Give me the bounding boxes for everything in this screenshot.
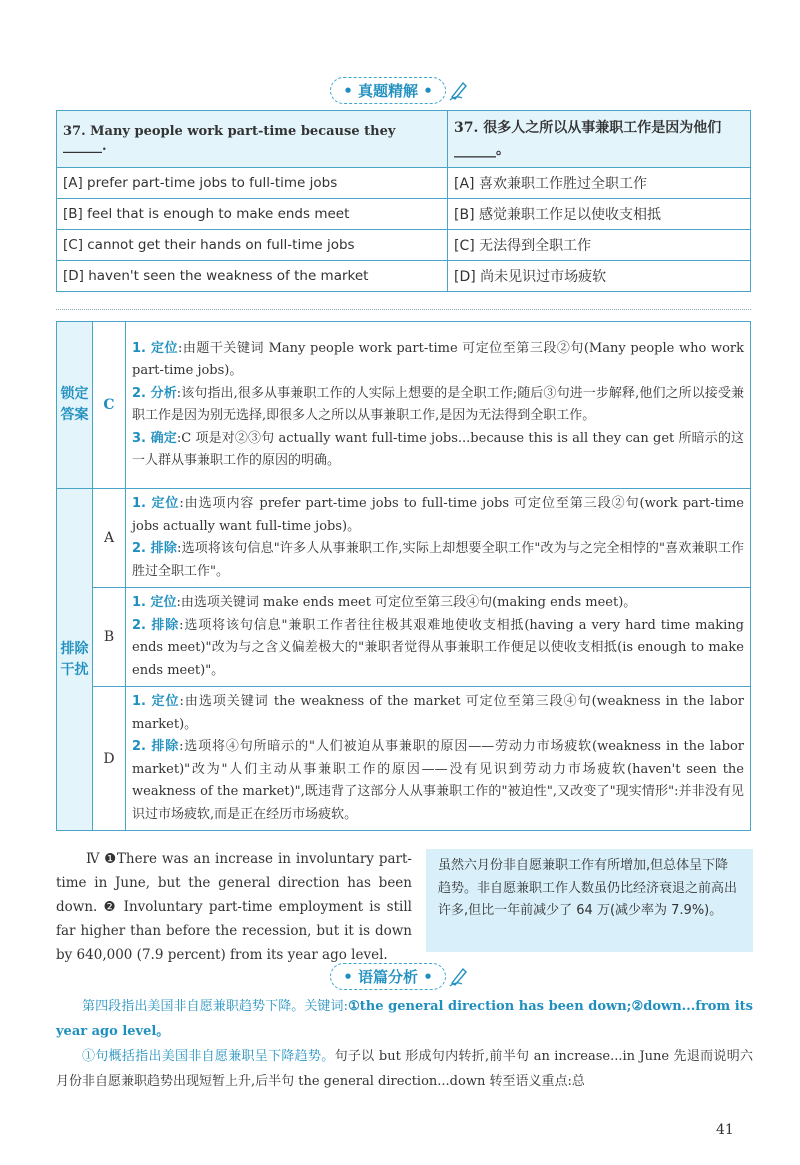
page-number: 41 bbox=[716, 1122, 734, 1138]
paragraph-numeral: Ⅳ bbox=[86, 851, 101, 867]
option-zh: [A] 喜欢兼职工作胜过全职工作 bbox=[448, 168, 751, 199]
point-tag: 2. 排除 bbox=[132, 541, 178, 556]
point-tag: 1. 定位 bbox=[132, 340, 179, 356]
point-tag: 1. 定位 bbox=[132, 595, 177, 610]
sentence-2: Involuntary part-time employment is still far higher than before the recession, but it is down by 640,000 (7.9 percent) from its year ago level. bbox=[56, 899, 412, 963]
question-row bbox=[57, 111, 751, 168]
discourse-keywords: ①the general direction has been down;②down...from its year ago level。 bbox=[56, 999, 753, 1039]
option-row-a bbox=[57, 168, 751, 199]
lock-answer-row bbox=[57, 322, 751, 489]
section-title-label: • 真题精解 • bbox=[330, 77, 446, 104]
sentence-1: There was an increase in involuntary part-time in June, but the general direction has been down. bbox=[56, 851, 412, 915]
point-text: :选项将该句信息"许多人从事兼职工作,实际上却想要全职工作"改为与之完全相悖的"喜欢兼职工作胜过全职工作"。 bbox=[132, 541, 744, 579]
section-title-label: • 语篇分析 • bbox=[330, 963, 446, 990]
discourse-detail: 句子以 but 形成句内转折,前半句 an increase...in June 先退而说明六月份非自愿兼职趋势出现短暂上升,后半句 the general direction...down 转至语义重点:总 bbox=[56, 1049, 753, 1089]
paragraph-four bbox=[56, 847, 412, 967]
distractor-letter: B bbox=[93, 588, 126, 687]
option-row-d bbox=[57, 261, 751, 292]
dotted-divider bbox=[56, 309, 751, 310]
point-text: :由选项关键词 the weakness of the market 可定位至第三段④句(weakness in the labor market)。 bbox=[132, 694, 744, 732]
pen-icon bbox=[448, 79, 470, 105]
answer-point bbox=[132, 383, 744, 428]
pen-icon bbox=[448, 965, 470, 991]
discourse-intro-paragraph bbox=[56, 994, 753, 1044]
option-row-c bbox=[57, 230, 751, 261]
distractor-point bbox=[132, 592, 744, 615]
discourse-summary: ①句概括指出美国非自愿兼职呈下降趋势。 bbox=[82, 1049, 335, 1064]
translation-box: 虽然六月份非自愿兼职工作有所增加,但总体呈下降趋势。非自愿兼职工作人数虽仍比经济衰退之前高出许多,但比一年前减少了 64 万(减少率为 7.9%)。 bbox=[426, 849, 753, 952]
option-en: [D] haven't seen the weakness of the market bbox=[57, 261, 448, 292]
point-text: :该句指出,很多从事兼职工作的人实际上想要的是全职工作;随后③句进一步解释,他们之所以接受兼职工作是因为别无选择,即很多人之所以从事兼职工作,是因为无法得到全职工作。 bbox=[132, 385, 744, 423]
option-row-b bbox=[57, 199, 751, 230]
option-en: [C] cannot get their hands on full-time jobs bbox=[57, 230, 448, 261]
option-zh: [B] 感觉兼职工作足以使收支相抵 bbox=[448, 199, 751, 230]
distractor-row-b bbox=[57, 588, 751, 687]
distractor-letter: A bbox=[93, 489, 126, 588]
distractor-explanation bbox=[126, 687, 751, 831]
distractor-point bbox=[132, 538, 744, 583]
point-text: :选项将该句信息"兼职工作者往往极其艰难地使收支相抵(having a very hard time making ends meet)"改为与之含义偏差极大的"兼职者觉得从事兼职工作便足以使收支相抵(is enough to make ends meet)"。 bbox=[132, 617, 744, 678]
answer-point bbox=[132, 338, 744, 383]
distractor-point bbox=[132, 615, 744, 683]
discourse-analysis bbox=[56, 994, 753, 1094]
distractor-point bbox=[132, 493, 744, 538]
option-en: [A] prefer part-time jobs to full-time jobs bbox=[57, 168, 448, 199]
section-title-discourse bbox=[0, 963, 800, 991]
answer-analysis-table bbox=[56, 321, 751, 831]
section-title-analysis bbox=[0, 77, 800, 105]
distractor-row-d bbox=[57, 687, 751, 831]
answer-point bbox=[132, 428, 744, 473]
distractor-explanation bbox=[126, 489, 751, 588]
answer-letter: C bbox=[93, 322, 126, 489]
exclude-distractor-label: 排除干扰 bbox=[57, 489, 93, 831]
option-zh: [D] 尚未见识过市场疲软 bbox=[448, 261, 751, 292]
distractor-point bbox=[132, 736, 744, 826]
sentence-marker-2: ❷ bbox=[103, 899, 118, 915]
point-tag: 2. 排除 bbox=[132, 617, 180, 633]
point-text: :由选项关键词 make ends meet 可定位至第三段④句(making ends meet)。 bbox=[176, 595, 637, 610]
point-text: :C 项是对②③句 actually want full-time jobs...because this is all they can get 所暗示的这一人群从事兼职工作的原因的明确。 bbox=[132, 430, 744, 468]
discourse-detail-paragraph bbox=[56, 1044, 753, 1094]
answer-explanation bbox=[126, 322, 751, 489]
lock-answer-label: 锁定答案 bbox=[57, 322, 93, 489]
option-en: [B] feel that is enough to make ends meet bbox=[57, 199, 448, 230]
option-zh: [C] 无法得到全职工作 bbox=[448, 230, 751, 261]
point-tag: 3. 确定 bbox=[132, 430, 177, 446]
question-zh: 37. 很多人之所以从事兼职工作是因为他们______。 bbox=[448, 111, 751, 168]
question-en: 37. Many people work part-time because they ______. bbox=[57, 111, 448, 168]
point-text: :由题干关键词 Many people work part-time 可定位至第三段②句(Many people who work part-time jobs)。 bbox=[132, 340, 744, 378]
point-text: :由选项内容 prefer part-time jobs to full-time jobs 可定位至第三段②句(work part-time jobs actually want full-time jobs)。 bbox=[132, 496, 744, 534]
sentence-marker-1: ❶ bbox=[104, 851, 117, 867]
question-table bbox=[56, 110, 751, 292]
distractor-letter: D bbox=[93, 687, 126, 831]
distractor-explanation bbox=[126, 588, 751, 687]
point-tag: 2. 排除 bbox=[132, 739, 180, 754]
distractor-point bbox=[132, 691, 744, 736]
point-tag: 2. 分析 bbox=[132, 385, 177, 401]
point-text: :选项将④句所暗示的"人们被迫从事兼职的原因——劳动力市场疲软(weakness in the labor market)"改为"人们主动从事兼职工作的原因——没有见识到劳动力市场疲软(haven't seen the weakness of the market)",既违背了这部分人从事兼职工作的"被迫性",又改变了"现实情形":并非没有见识过市场疲软,而是正在经历市场疲软。 bbox=[132, 739, 744, 822]
discourse-intro: 第四段指出美国非自愿兼职趋势下降。关键词: bbox=[82, 999, 348, 1014]
distractor-row-a bbox=[57, 489, 751, 588]
point-tag: 1. 定位 bbox=[132, 694, 180, 709]
point-tag: 1. 定位 bbox=[132, 496, 180, 511]
